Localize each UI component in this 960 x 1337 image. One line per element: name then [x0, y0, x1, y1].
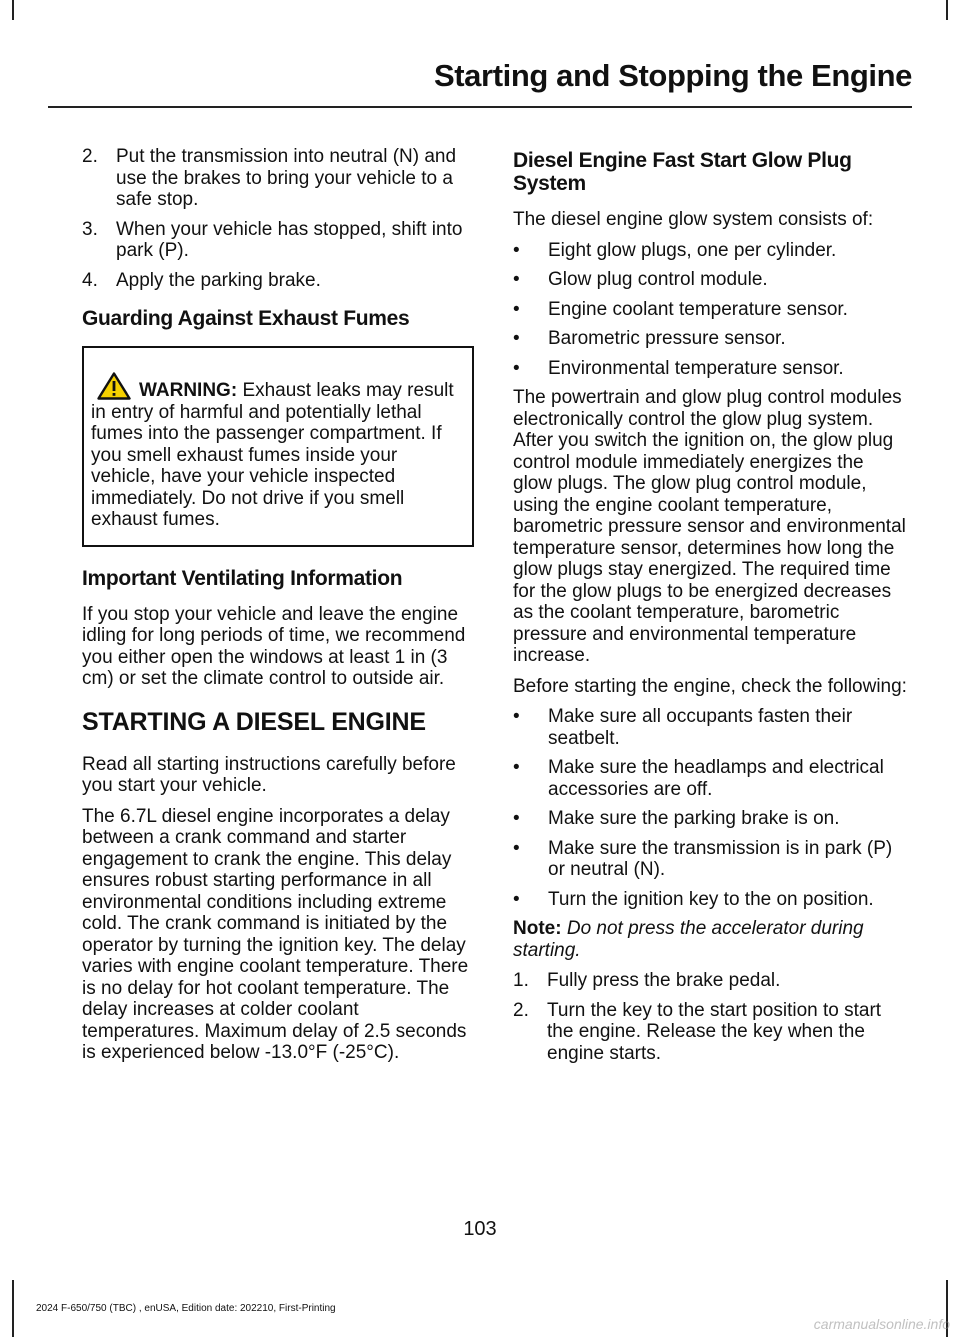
list-item: • Make sure the parking brake is on.: [513, 808, 907, 830]
ventilating-heading: Important Ventilating Information: [82, 566, 403, 590]
left-column: [82, 146, 474, 1073]
list-item: 3. When your vehicle has stopped, shift into park (P).: [82, 218, 463, 261]
warning-label: WARNING:: [139, 380, 238, 401]
glow-heading: Diesel Engine Fast Start Glow Plug System: [513, 149, 852, 195]
start-steps-list: [513, 970, 907, 1064]
page-number: 103: [463, 1218, 497, 1240]
check-list: [513, 706, 907, 910]
list-item: • Make sure the transmission is in park (P) or neutral (N).: [513, 838, 907, 881]
list-item: • Make sure the headlamps and electrical accessories are off.: [513, 757, 907, 800]
note: [513, 918, 907, 961]
footer-edition: 2024 F-650/750 (TBC) , enUSA, Edition date: 202210, First-Printing: [36, 1303, 336, 1314]
diesel-intro: Read all starting instructions carefully before you start your vehicle.: [82, 753, 456, 796]
header-divider: [48, 106, 912, 108]
warning-text: Exhaust leaks may result in entry of harmful and potentially lethal fumes into the passenger compartment. If you smell exhaust fumes inside your vehicle, have your vehicle inspected immediately. Do not drive if you smell exhaust fumes.: [91, 380, 454, 530]
diesel-text: The 6.7L diesel engine incorporates a delay between a crank command and starter engagement to crank the engine. This delay ensures robust starting performance in all environmental conditions including extreme cold. The crank command is initiated by the operator by turning the ignition key. The delay varies with engine coolant temperature. There is no delay for hot coolant temperature. The delay increases at colder coolant temperatures. Maximum delay of 2.5 seconds is experienced below -13.0°F (-25°C).: [82, 805, 469, 1063]
list-item: 2. Put the transmission into neutral (N) and use the brakes to bring your vehicle to a safe stop.: [82, 146, 457, 210]
crop-mark-top-left: [12, 0, 14, 20]
crop-mark-top-right: [946, 0, 948, 20]
glow-intro: The diesel engine glow system consists of:: [513, 209, 874, 230]
watermark: carmanualsonline.info: [813, 1316, 950, 1332]
list-item: • Engine coolant temperature sensor.: [513, 299, 907, 321]
note-text: Do not press the accelerator during starting.: [513, 918, 864, 961]
list-item: 4. Apply the parking brake.: [82, 269, 321, 291]
ventilating-text: If you stop your vehicle and leave the engine idling for long periods of time, we recommend you either open the windows at least 1 in (3 cm) or set the climate control to outside air.: [82, 603, 466, 689]
note-label: Note:: [513, 918, 562, 939]
stop-steps-list: [82, 146, 474, 291]
warning-triangle-icon: [97, 372, 131, 400]
warning-box: [82, 346, 474, 547]
exhaust-heading: Guarding Against Exhaust Fumes: [82, 307, 410, 330]
page-title: Starting and Stopping the Engine: [433, 58, 912, 93]
list-item: • Turn the ignition key to the on position.: [513, 889, 907, 911]
list-item: 2. Turn the key to the start position to start the engine. Release the key when the engine starts.: [513, 999, 882, 1064]
crop-mark-bottom-left: [12, 1280, 14, 1337]
glow-text: The powertrain and glow plug control modules electronically control the glow plug system. After you switch the ignition on, the glow plug control module immediately energizes the glow plugs. The glow plug control module, using the engine coolant temperature, barometric pressure sensor and environmental temperature sensor, determines how long the glow plugs stay energized. The required time for the glow plugs to be energized decreases as the coolant temperature, barometric pressure and environmental temperature increase.: [513, 387, 906, 666]
list-item: 1. Fully press the brake pedal.: [513, 970, 781, 991]
right-column: [513, 146, 907, 1072]
glow-components-list: [513, 240, 907, 380]
list-item: • Eight glow plugs, one per cylinder.: [513, 240, 907, 262]
list-item: • Glow plug control module.: [513, 269, 907, 291]
diesel-heading: STARTING A DIESEL ENGINE: [82, 707, 426, 736]
list-item: • Make sure all occupants fasten their seatbelt.: [513, 706, 907, 749]
check-intro: Before starting the engine, check the following:: [513, 675, 907, 697]
list-item: • Environmental temperature sensor.: [513, 358, 907, 380]
list-item: • Barometric pressure sensor.: [513, 328, 907, 350]
